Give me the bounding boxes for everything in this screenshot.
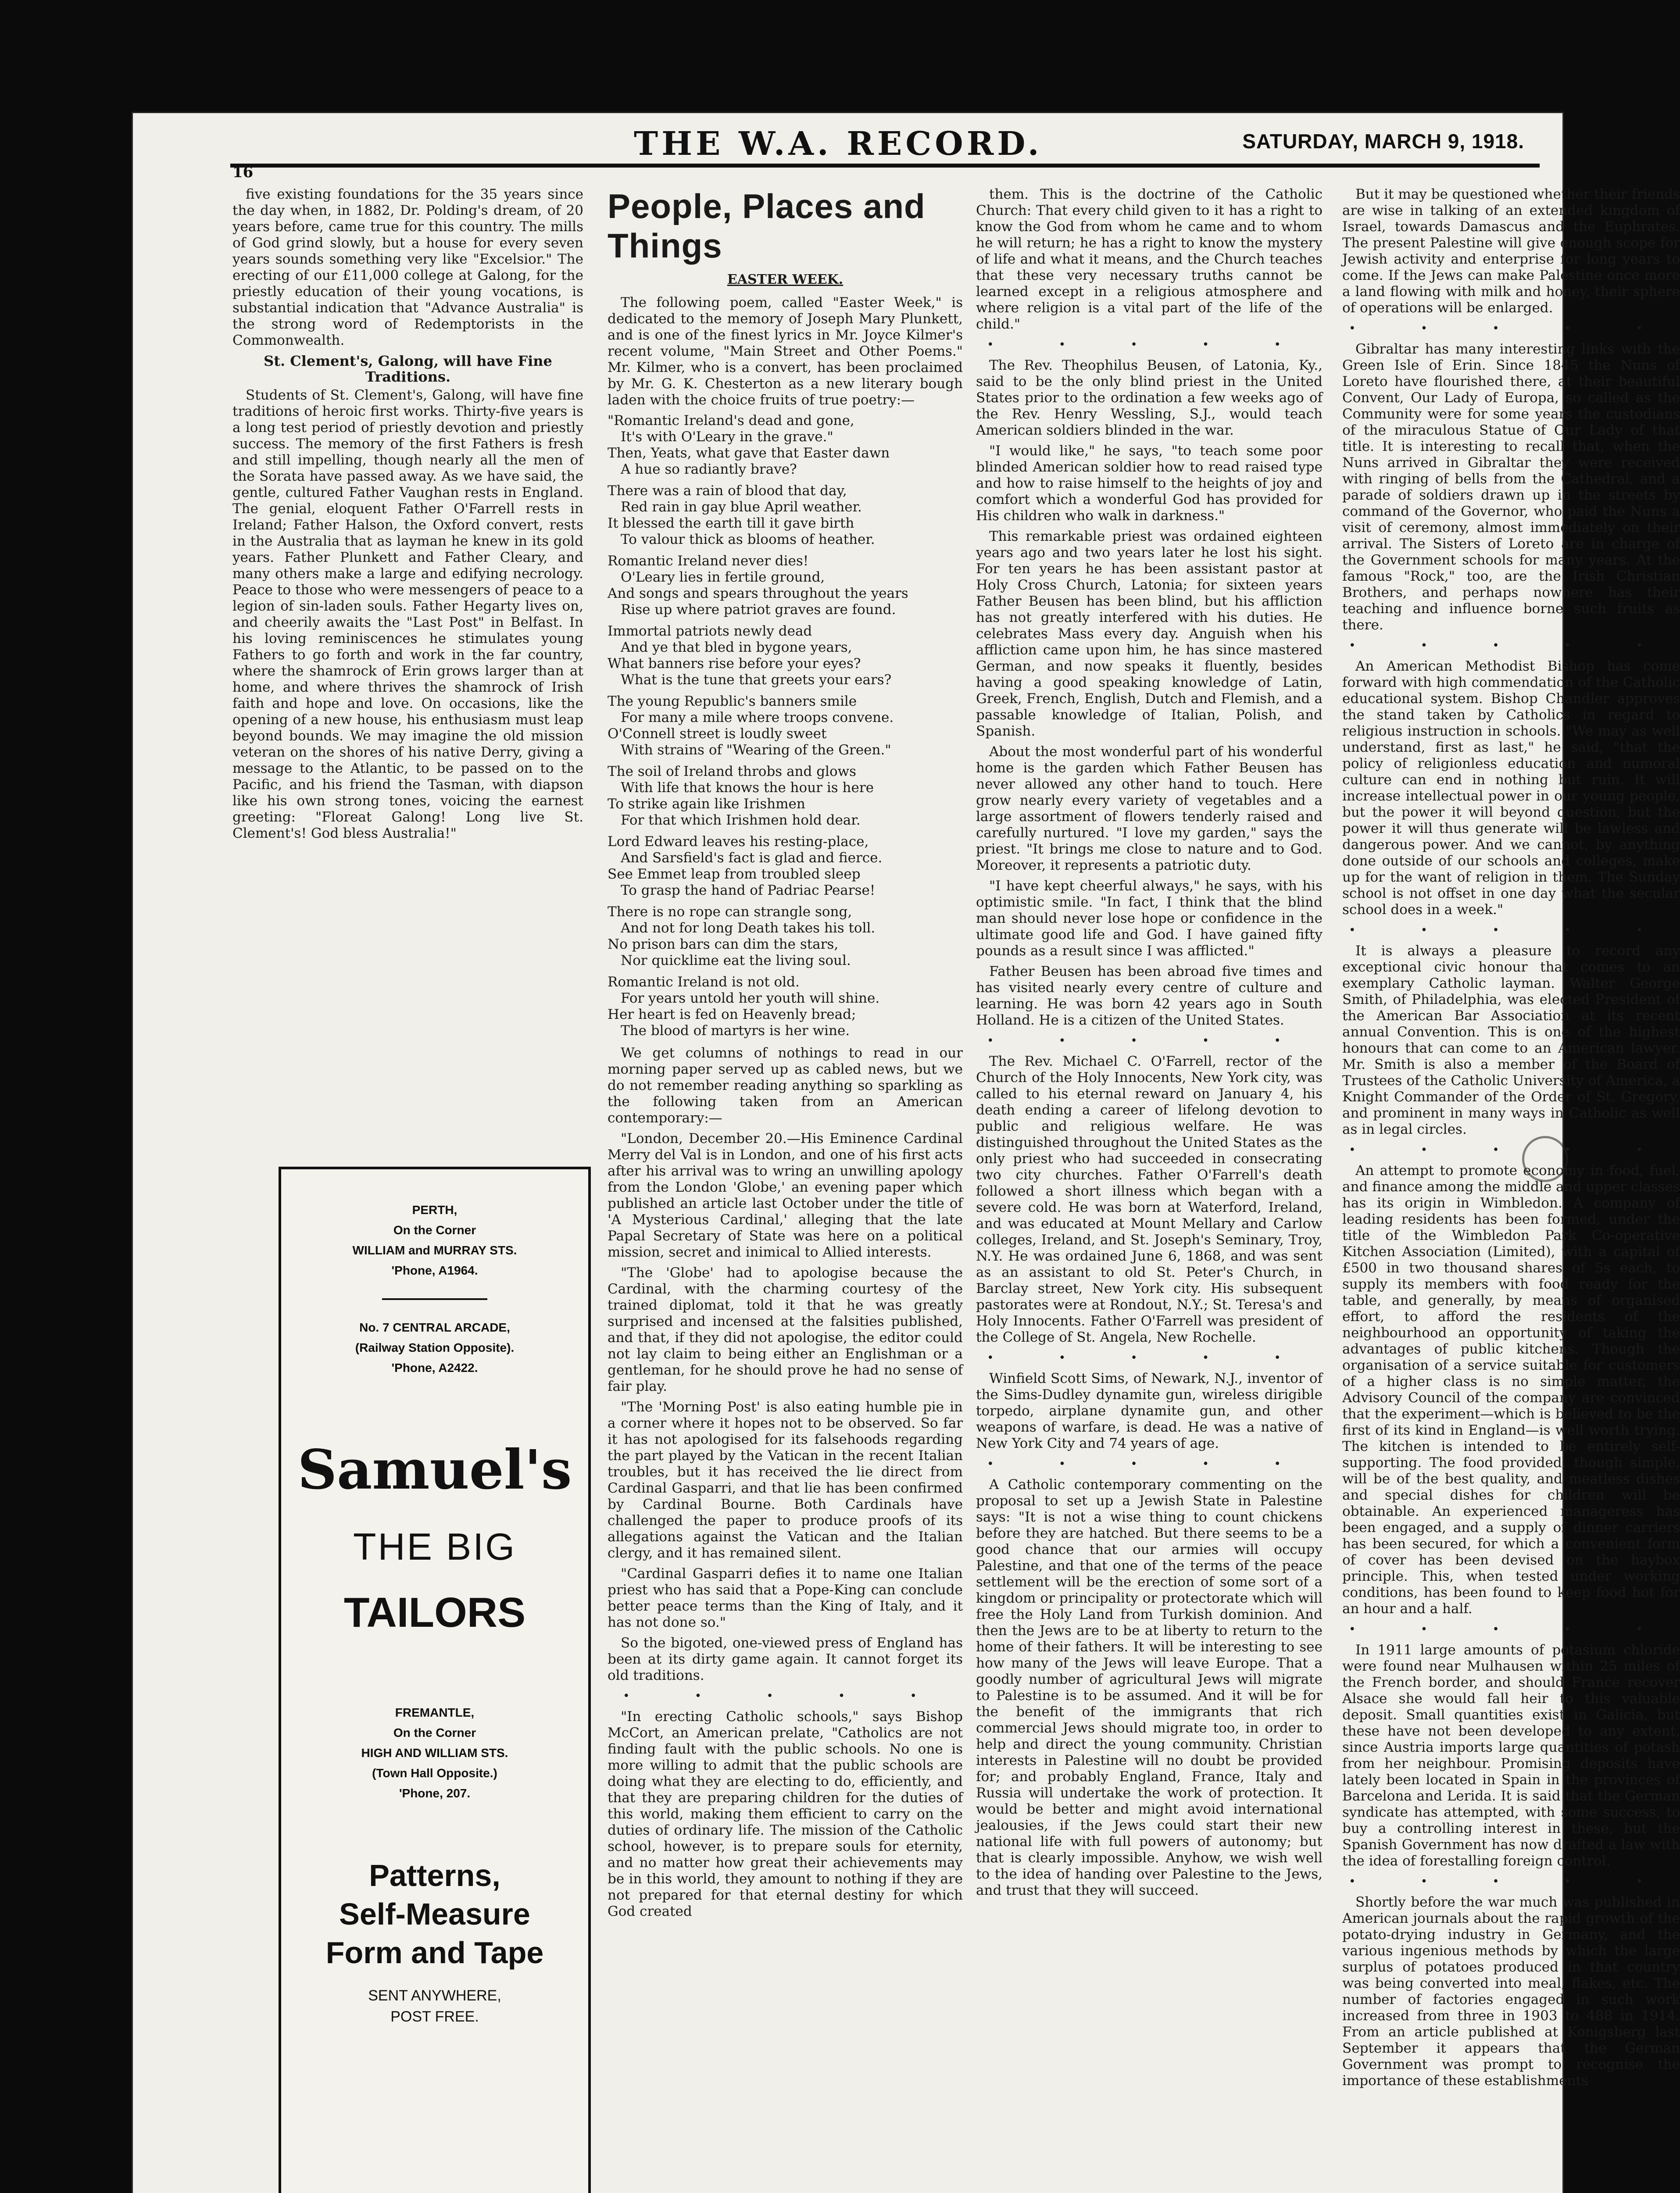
library-stamp (1522, 1136, 1568, 1182)
abroad-paragraph: Father Beusen has been abroad five times and has visited nearly every centre of culture and learning. He was born 42 years ago in South Holland. He is a citizen of the United States. (976, 964, 1323, 1028)
sims-paragraph: Winfield Scott Sims, of Newark, N.J., inventor of the Sims-Dudley dynamite gun, wireless dirigible torpedo, airplane dynamite gun, and other weapons of warfare, is dead. He was a native of New York City and 74 years of age. (976, 1371, 1323, 1451)
poem-line: Immortal patriots newly dead (608, 623, 812, 639)
poem-line: A hue so radiantly brave? (621, 461, 797, 477)
galong-heading: St. Clement's, Galong, will have Fine Traditions. (264, 353, 552, 385)
garden-paragraph: About the most wonderful part of his wonderful home is the garden which Father Beusen has never allowed any other hand to touch. Here grow nearly every variety of vegetables and a large assortment of flowers tenderly raised and carefully nurtured. "I love my garden," says the priest. "It brings me close to nature and to God. Moreover, it represents a patriotic duty. (976, 744, 1323, 873)
column-3 (976, 186, 1323, 1903)
remarkable-priest-paragraph: This remarkable priest was ordained eighteen years ago and two years later he lost his sight. For ten years he has been assistant pastor at Holy Cross Church, Latonia; for sixteen years Father Beusen has been blind, but his affliction has not greatly interfered with his duties. He celebrates Mass every day. Anguish when his affliction came upon him, he has since mastered German, and now speaks it fluently, besides having a good speaking knowledge of Latin, Greek, French, English, Dutch and Flemish, and a passable knowledge of Italian, Polish, and Spanish. (976, 529, 1323, 739)
poem-line: For many a mile where troops convene. (621, 710, 894, 725)
poem-stanza (608, 904, 963, 969)
beusen-quote-paragraph: "I would like," he says, "to teach some poor blinded American soldier how to read raised type and how to raise himself to the heights of joy and comfort which a wonderful God has provided for His children who walk in darkness." (976, 443, 1323, 524)
wimbledon-paragraph: An attempt to promote economy in food, fuel, and finance among the middle and upper classes has its origin in Wimbledon. A company of leading residents has been formed, under the title of the Wimbledon Park Co-operative Kitchen Association (Limited), with a capital of £500 in two thousand shares of 5s each, to supply its members with food ready for the table, and generally, by means of organised effort, to afford the residents of the neighbourhood an opportunity of taking the advantages of public kitchens. Though the organisation of a service suitable for customers of a higher class is no simple matter, the Advisory Council of the company are convinced that the experiment—which is believed to be the first of its kind in England—is well worth trying. The kitchen is intended to be entirely self-supporting. The food provided, though simple, will be of the best quality, and meatless dishes and special dishes for children will be obtainable. An experienced manageress has been engaged, and a supply of dinner carriers has been secured, for which a convenient form of cover has been devised on the haybox principle. This, when tested under working conditions, has been found to keep food hot for an hour and a half. (1342, 1163, 1680, 1617)
traditions-paragraph: Students of St. Clement's, Galong, will have fine traditions of heroic first works. Thirty-five years is a long test period of priestly devotion and priestly success. The memory of the first Fathers is fresh and still impelling, though nearly all the men of the Sorata have passed away. As we have said, the gentle, cultured Father Vaughan rests in England. The genial, eloquent Father O'Farrell rests in Ireland; Father Halson, the Oxford convert, rests in the Australia that as layman he knew in its gold years. Father Plunkett and Father Cleary, and many others make a large and edifying necrology. Peace to those who were messengers of peace to a legion of sin-laden souls. Father Hegarty lives on, and cheerily awaits the "Last Post" in Belfast. In his loving reminiscences he stimulates young Fathers to go forth and work in the far country, where the shamrock of Erin grows larger than at home, and where thrives the shamrock of Irish faith and hope and love. On occasions, like the opening of a new house, his enthusiasm must leap beyond bounds. We may imagine the old mission veteran on the shores of his native Derry, giving a message to the Atlantic, to be passed on to the Pacific, and his friend the Tasman, with diapson like his own strong tones, voicing the earnest greeting: "Floreat Galong! Long live St. Clement's! God bless Australia!" (232, 387, 583, 841)
poem-line: "Romantic Ireland's dead and gone, (608, 413, 854, 429)
poem-stanza (608, 623, 963, 688)
poem-line: For that which Irishmen hold dear. (621, 812, 861, 828)
poem-line: Her heart is fed on Heavenly bread; (608, 1007, 856, 1022)
galong-paragraph: five existing foundations for the 35 years since the day when, in 1882, Dr. Polding's dream, of 20 years before, came true for this country. The mills of God grind slowly, but a house for every seven years sounds something very like "Excelsior." The erecting of our £11,000 college at Galong, for the priestly education of their young vocations, is substantial indication that "Advance Australia" is the strong word of Redemptorists in the Commonwealth. (232, 186, 583, 348)
cheerful-paragraph: "I have kept cheerful always," he says, with his optimistic smile. "In fact, I think that the blind man should never lose hope or confidence in the ultimate good life and God. I have gained fifty pounds as a result since I was afflicted." (976, 878, 1323, 959)
ad-corner-2: On the Corner (393, 1726, 476, 1739)
poem-line: Rise up where patriot graves are found. (621, 602, 896, 618)
easter-week-byline: EASTER WEEK. (727, 272, 844, 287)
poem-stanza (608, 413, 963, 478)
poem-line: The blood of martyrs is her wine. (621, 1023, 850, 1039)
column-1 (232, 186, 583, 846)
ad-city-perth: PERTH, (412, 1203, 458, 1217)
bigoted-press-paragraph: So the bigoted, one-viewed press of England has been at its dirty game again. It cannot forget its old traditions. (608, 1635, 963, 1683)
poem-stanza (608, 483, 963, 548)
methodist-bishop-paragraph: An American Methodist Bishop has come forward with high commendation of the Catholic educational system. Bishop Chandler approves the stand taken by Catholics in regard to religious instruction in schools. "We may as well understand, first as last," he said, "that the policy of religionless education and numoral culture can end in nothing but ruin. It will increase intellectual power in our young people, but the power it will beyond question, but the power it will thus generate will be lawless and dangerous power. And we cannot, by anything done outside of our schools and colleges, make up for the want of religion in them. The Sunday school is not offset in one day what the secular school does in a week." (1342, 658, 1680, 918)
poem-line: What banners rise before your eyes? (608, 656, 861, 671)
ad-branch-note: (Railway Station Opposite). (355, 1341, 515, 1354)
section-separator: • • • • • (987, 1457, 1312, 1471)
poem-line: There was a rain of blood that day, (608, 483, 847, 499)
section-separator: • • • • • (1349, 1143, 1673, 1157)
ad-form-and-tape: Form and Tape (325, 1936, 544, 1970)
poem-line: No prison bars can dim the stars, (608, 936, 839, 952)
ad-tailors: TAILORS (343, 1589, 526, 1636)
section-separator: • • • • • (1349, 1875, 1673, 1888)
poem-line: With life that knows the hour is here (621, 780, 874, 796)
ad-phone-1: 'Phone, A1964. (391, 1264, 478, 1277)
samuels-advertisement (279, 1167, 591, 2193)
section-separator: • • • • • (1349, 322, 1673, 335)
section-title: People, Places and Things (608, 187, 926, 265)
poem-line: O'Connell street is loudly sweet (608, 726, 827, 742)
poem-line: Nor quicklime eat the living soul. (621, 953, 851, 968)
newspaper-page (132, 112, 1680, 2193)
poem-line: To grasp the hand of Padriac Pearse! (621, 882, 876, 898)
header-rule (230, 164, 1540, 168)
cables-paragraph: We get columns of nothings to read in our morning paper served up as cabled news, but we do not remember reading anything so sparkling as the following taken from an American contemporary:— (608, 1045, 963, 1126)
ad-the-big: THE BIG (353, 1526, 517, 1568)
poem-line: And Sarsfield's fact is glad and fierce. (621, 850, 883, 866)
page-header (132, 112, 1564, 181)
poem-intro: The following poem, called "Easter Week," is dedicated to the memory of Joseph Mary Plunkett, and is one of the finest lyrics in Mr. Joyce Kilmer's recent volume, "Main Street and Other Poems." Mr. Kilmer, who is a convert, has been proclaimed by Mr. G. K. Chesterton as a new literary bough laden with the choice fruits of true poetry:— (608, 295, 963, 408)
poem-line: And ye that bled in bygone years, (621, 639, 852, 655)
section-separator: • • • • • (1349, 924, 1673, 937)
poem-line: The soil of Ireland throbs and glows (608, 764, 857, 779)
ad-streets-2: HIGH AND WILLIAM STS. (361, 1746, 508, 1760)
ad-branch-arcade: No. 7 CENTRAL ARCADE, (359, 1321, 510, 1334)
ad-note-2: (Town Hall Opposite.) (372, 1766, 497, 1780)
ad-divider (382, 1298, 487, 1300)
poem-line: Lord Edward leaves his resting-place, (608, 834, 869, 850)
ofarrell-paragraph: The Rev. Michael C. O'Farrell, rector of the Church of the Holy Innocents, New York city, was called to his eternal reward on January 4, his death ending a career of lifelong devotion to public and religious welfare. He was distinguished throughout the United States as the only priest who had succeeded in consecrating two city churches. Father O'Farrell's death followed a short illness which began with a severe cold. He was born at Waterford, Ireland, and was educated at Mount Mellary and Carlow colleges, Ireland, and St. Joseph's Seminary, Troy, N.Y. He was ordained June 6, 1868, and was sent as an assistant to old St. Peter's Church, in Barclay street, New York city. His subsequent pastorates were at Rondout, N.Y.; St. Teresa's and Holy Innocents. Father O'Farrell was president of the College of St. Angela, New Rochelle. (976, 1054, 1323, 1345)
column-4 (1342, 186, 1680, 2093)
poem-line: There is no rope can strangle song, (608, 904, 852, 920)
ad-self-measure: Self-Measure (339, 1897, 530, 1931)
poem-stanza (608, 834, 963, 899)
masthead: THE W.A. RECORD. (634, 125, 1043, 163)
poem-stanza (608, 974, 963, 1039)
potash-paragraph: In 1911 large amounts of potasium chloride were found near Mulhausen within 25 miles of the French border, and should France recover Alsace she would fall heir to this valuable deposit. Small quantities exist in Galicia, but these have not been developed to any extent, since Austria imports large quantities of potash from her neighbour. Promising deposits have lately been located in Spain in the provinces of Barcelona and Lerida. It is said that the German syndicate has attempted, with some success, to buy a controlling interest in these, but the Spanish Government has now drafted a law with the idea of forestalling foreign control. (1342, 1642, 1680, 1869)
poem-line: It's with O'Leary in the grave." (621, 429, 833, 445)
section-separator: • • • • • (987, 1351, 1312, 1364)
gasparri-paragraph: "Cardinal Gasparri defies it to name one Italian priest who has said that a Pope-King can conclude better peace terms than the King of Italy, and it has not done so." (608, 1566, 963, 1630)
poem-line: The young Republic's banners smile (608, 693, 857, 709)
poem-line: Romantic Ireland is not old. (608, 974, 800, 990)
section-separator: • • • • • (1349, 1623, 1673, 1636)
ad-post-free: POST FREE. (390, 2008, 479, 2025)
poem-line: Romantic Ireland never dies! (608, 553, 809, 569)
doctrine-paragraph: them. This is the doctrine of the Catholic Church: That every child given to it has a right to know the God from whom he came and to whom he will return; he has a right to know the mystery of life and what it means, and the Church teaches that these very necessary truths cannot be learned except in a religious atmosphere and where religion is a vital part of the life of the child." (976, 186, 1323, 332)
jewish-state-paragraph: A Catholic contemporary commenting on the proposal to set up a Jewish State in Palestine says: "It is not a wise thing to count chickens before they are hatched. But there seems to be a good chance that our armies will occupy Palestine, and that one of the terms of the peace settlement will be the erection of some sort of a kingdom or principality or protectorate which will free the Holy Land from Turkish dominion. And then the Jews are to be at liberty to return to the home of their fathers. It will be interesting to see how many of the Jews will leave Europe. That a goodly number of agricultural Jews will migrate to Palestine is to be assumed. And it will be for the benefit of the immigrants that rich commercial Jews should migrate too, in order to help and direct the young community. Christian interests in Palestine will no doubt be provided for; and probably England, France, Italy and Russia will undertake the work of protection. It would be better and might avoid international jealousies, if the Jews could start their new national life with full powers of autonomy; but that is clearly impossible. Anyhow, we wish well to the idea of handing over Palestine to the Jews, and trust that they will succeed. (976, 1477, 1323, 1898)
poem-line: Red rain in gay blue April weather. (621, 499, 862, 515)
section-separator: • • • • • (623, 1689, 947, 1703)
poem-stanza (608, 764, 963, 829)
morning-post-paragraph: "The 'Morning Post' is also eating humble pie in a corner where it hopes not to be observed. So far it has not apologised for its falsehoods regarding the part played by the Vatican in the recent Italian troubles, but it has received the lie direct from Cardinal Gasparri, and that lie has been confirmed by Cardinal Bourne. Both Cardinals have challenged the paper to produce proofs of its allegations against the Vatican and the Italian clergy, and it has remained silent. (608, 1399, 963, 1561)
section-separator: • • • • • (987, 338, 1312, 351)
gibraltar-paragraph: Gibraltar has many interesting links with the Green Isle of Erin. Since 1845 the Nuns of Loreto have flourished there, at their beautiful Convent, Our Lady of Europa, so called as the Community were for some years the custodians of the miraculous Statue of Our Lady of that title. It is interesting to recall that, when the Nuns arrived in Gibraltar they were received with ringing of bells from the Cathedral, and a parade of soldiers drawn up in the streets by command of the Governor, who paid the Nuns a visit of ceremony, almost immediately on their arrival. The Sisters of Loreto are in charge of the Government schools for many years. At the famous "Rock," too, are the Irish Christian Brothers, and perhaps nowhere has their teaching and influence borne such fruits as there. (1342, 341, 1680, 633)
ad-city-fremantle: FREMANTLE, (395, 1706, 475, 1719)
globe-paragraph: "The 'Globe' had to apologise because the Cardinal, with the charming courtesy of the trained diplomat, told it that he was greatly surprised and incensed at the falsities published, and that, if they did not apologise, the editor could not lay claim to being either an Englishman or a gentleman, for he should prove he had no sense of fair play. (608, 1265, 963, 1394)
poem-line: To valour thick as blooms of heather. (621, 532, 875, 547)
ad-phone-3: 'Phone, 207. (399, 1786, 471, 1800)
column-2 (608, 186, 963, 1924)
london-paragraph: "London, December 20.—His Eminence Cardinal Merry del Val is in London, and one of his first acts after his arrival was to wring an unwilling apology from the London 'Globe,' an evening paper which published an article last October under the title of 'A Mysterious Cardinal,' alleging that the late Papal Secretary of State was here on a political mission, secret and inimical to Allied interests. (608, 1131, 963, 1260)
easter-week-poem (608, 413, 963, 1039)
poem-line: It blessed the earth till it gave birth (608, 515, 854, 531)
ad-patterns: Patterns, (369, 1858, 500, 1893)
ad-streets-1: WILLIAM and MURRAY STS. (352, 1243, 517, 1257)
poem-stanza (608, 553, 963, 618)
ad-brand-samuels: Samuel's (297, 1438, 572, 1502)
walter-smith-paragraph: It is always a pleasure to record any exceptional civic honour that comes to an exemplary Catholic layman. Walter George Smith, of Philadelphia, was elected President of the American Bar Association at its recent annual Convention. This is one of the highest honours that can come to an American lawyer. Mr. Smith is also a member of the Board of Trustees of the Catholic University of America, a Knight Commander of the Order of St. Gregory, and prominent in many ways in Catholic as well as in legal circles. (1342, 943, 1680, 1137)
poem-line: O'Leary lies in fertile ground, (621, 569, 825, 585)
catholic-schools-paragraph: "In erecting Catholic schools," says Bishop McCort, an American prelate, "Catholics are not finding fault with the public schools. No one is more willing to admit that the public schools are doing what they are electing to do, efficiently, and that they are preparing children for the duties of this world, making them efficient to carry on the duties of ordinary life. The mission of the Catholic school, however, is to prepare souls for eternity, and no matter how great their achievements may be in this world, they amount to nothing if they are not prepared for that eternal destiny for which God created (608, 1709, 963, 1919)
israel-paragraph: But it may be questioned whether their friends are wise in talking of an extended kingdom of Israel, towards Damascus and the Euphrates. The present Palestine will give enough scope for Jewish activity and enterprise for long years to come. If the Jews can make Palestine once more a land flowing with milk and honey, their sphere of operations will be enlarged. (1342, 186, 1680, 316)
section-separator: • • • • • (987, 1034, 1312, 1047)
ad-phone-2: 'Phone, A2422. (391, 1361, 478, 1375)
potato-paragraph: Shortly before the war much was published in American journals about the rapid growth of the potato-drying industry in Germany, and the various ingenious methods by which the large surplus of potatoes produced in that country was being converted into meal, flakes, etc. The number of factories engaged in such work increased from three in 1903 to 488 in 1914. From an article published at Konigsberg last September it appears that the German Government was prompt to recognise the importance of these establishments (1342, 1894, 1680, 2089)
poem-line: With strains of "Wearing of the Green." (621, 742, 891, 758)
poem-line: And songs and spears throughout the years (608, 586, 908, 601)
poem-line: And not for long Death takes his toll. (621, 920, 876, 936)
poem-line: What is the tune that greets your ears? (621, 672, 892, 688)
ad-corner-1: On the Corner (393, 1223, 476, 1237)
poem-line: See Emmet leap from troubled sleep (608, 866, 861, 882)
section-separator: • • • • • (1349, 639, 1673, 652)
poem-stanza (608, 693, 963, 758)
page-number: 16 (232, 164, 254, 181)
poem-line: To strike again like Irishmen (608, 796, 805, 812)
poem-line: Then, Yeats, what gave that Easter dawn (608, 445, 890, 461)
dateline: SATURDAY, MARCH 9, 1918. (1242, 130, 1524, 153)
ad-sent-anywhere: SENT ANYWHERE, (368, 1987, 501, 2004)
poem-line: For years untold her youth will shine. (621, 990, 880, 1006)
beusen-paragraph: The Rev. Theophilus Beusen, of Latonia, Ky., said to be the only blind priest in the United States prior to the ordination a few weeks ago of the Rev. Henry Wessling, S.J., would teach American soldiers blinded in the war. (976, 357, 1323, 438)
